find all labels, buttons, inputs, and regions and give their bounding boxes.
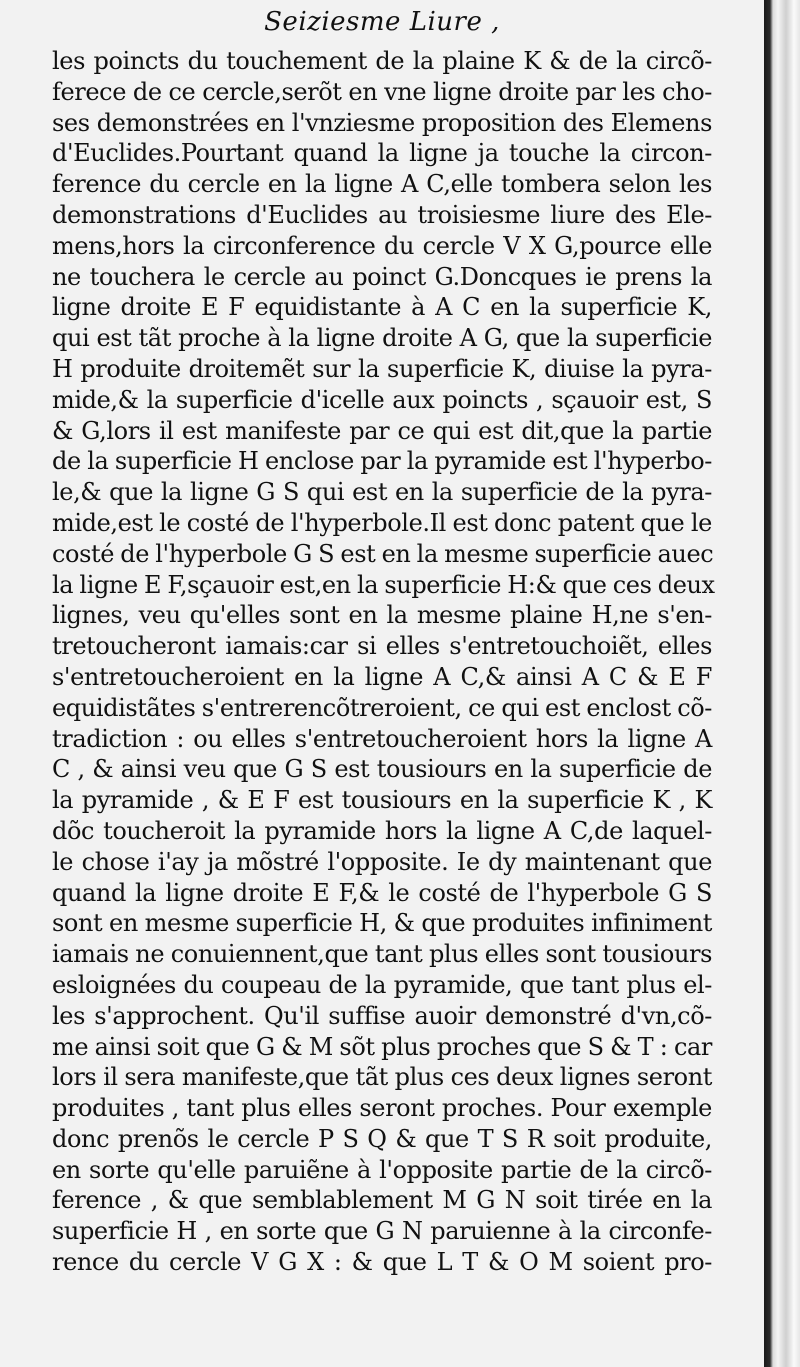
text-line: lignes, veu qu'elles sont en la mesme plaine H,ne s'en-	[52, 601, 712, 630]
text-line: de la superficie H enclose par la pyramide est l'hyperbo-	[52, 447, 712, 476]
text-line: s'entretoucheroient en la ligne A C,& ainsi A C & E F	[52, 662, 712, 691]
text-line: superficie H , en sorte que G N paruienne à la circonfe-	[52, 1217, 712, 1246]
text-line: dõc toucheroit la pyramide hors la ligne A C,de laquel-	[52, 816, 712, 845]
text-line: ne touchera le cercle au poinct G.Doncques ie prens la	[52, 262, 712, 291]
text-line: ferece de ce cercle,serõt en vne ligne droite par les cho-	[52, 77, 712, 106]
text-line: le chose i'ay ja mõstré l'opposite. Ie dy maintenant que	[52, 847, 712, 876]
text-line: les poincts du touchement de la plaine K & de la circõ-	[52, 47, 712, 75]
text-line: le,& que la ligne G S qui est en la superficie de la pyra-	[52, 478, 712, 507]
text-line: me ainsi soit que G & M sõt plus proches que S & T : car	[52, 1032, 712, 1061]
text-line: la pyramide , & E F est tousiours en la superficie K , K	[52, 786, 712, 815]
text-line: demonstrations d'Euclides au troisiesme liure des Ele-	[52, 200, 712, 229]
text-line: qui est tãt proche à la ligne droite A G, que la superficie	[52, 324, 712, 353]
text-line: H produite droitemẽt sur la superficie K, diuise la pyra-	[52, 354, 712, 383]
text-line: en sorte qu'elle paruiẽne à l'opposite partie de la circõ-	[52, 1155, 712, 1184]
text-line: donc prenõs le cercle P S Q & que T S R soit produite,	[52, 1124, 712, 1153]
text-line: lors il sera manifeste,que tãt plus ces deux lignes seront	[52, 1063, 712, 1092]
page-edge	[764, 0, 800, 1367]
text-line: mens,hors la circonference du cercle V X G,pource elle	[52, 231, 712, 260]
text-line: mide,& la superficie d'icelle aux poincts , sçauoir est, S	[52, 385, 712, 414]
text-line: ference , & que semblablement M G N soit tirée en la	[52, 1186, 712, 1215]
text-line: les s'approchent. Qu'il suffise auoir demonstré d'vn,cõ-	[52, 1001, 712, 1030]
text-line: ligne droite E F equidistante à A C en la superficie K,	[52, 293, 712, 322]
text-line: sont en mesme superficie H, & que produites infiniment	[52, 909, 712, 938]
text-line: la ligne E F,sçauoir est,en la superficie H:& que ces deux	[52, 570, 715, 599]
running-head: Seiziesme Liure ,	[264, 7, 500, 37]
body-text	[52, 46, 715, 1278]
text-line: rence du cercle V G X : & que L T & O M soient pro-	[52, 1248, 712, 1277]
text-line: quand la ligne droite E F,& le costé de l'hyperbole G S	[52, 878, 712, 907]
text-line: mide,est le costé de l'hyperbole.Il est donc patent que le	[52, 508, 712, 537]
text-line: ference du cercle en la ligne A C,elle tombera selon les	[52, 170, 712, 199]
text-line: produites , tant plus elles seront proches. Pour exemple	[52, 1094, 712, 1123]
text-line: ses demonstrées en l'vnziesme proposition des Elemens	[52, 108, 712, 137]
text-line: tretoucheront iamais:car si elles s'entretouchoiẽt, elles	[52, 632, 712, 661]
text-line: equidistãtes s'entrerencõtreroient, ce qui est enclost cõ-	[52, 693, 712, 722]
text-line: esloignées du coupeau de la pyramide, que tant plus el-	[52, 970, 712, 999]
text-line: d'Euclides.Pourtant quand la ligne ja touche la circon-	[52, 139, 712, 168]
text-line: iamais ne conuiennent,que tant plus elles sont tousiours	[52, 940, 712, 969]
text-line: & G,lors il est manifeste par ce qui est dit,que la partie	[52, 416, 712, 445]
text-line: costé de l'hyperbole G S est en la mesme superficie auec	[52, 539, 714, 568]
text-line: tradiction : ou elles s'entretoucheroient hors la ligne A	[52, 724, 712, 753]
text-line: C , & ainsi veu que G S est tousiours en la superficie de	[52, 755, 712, 784]
